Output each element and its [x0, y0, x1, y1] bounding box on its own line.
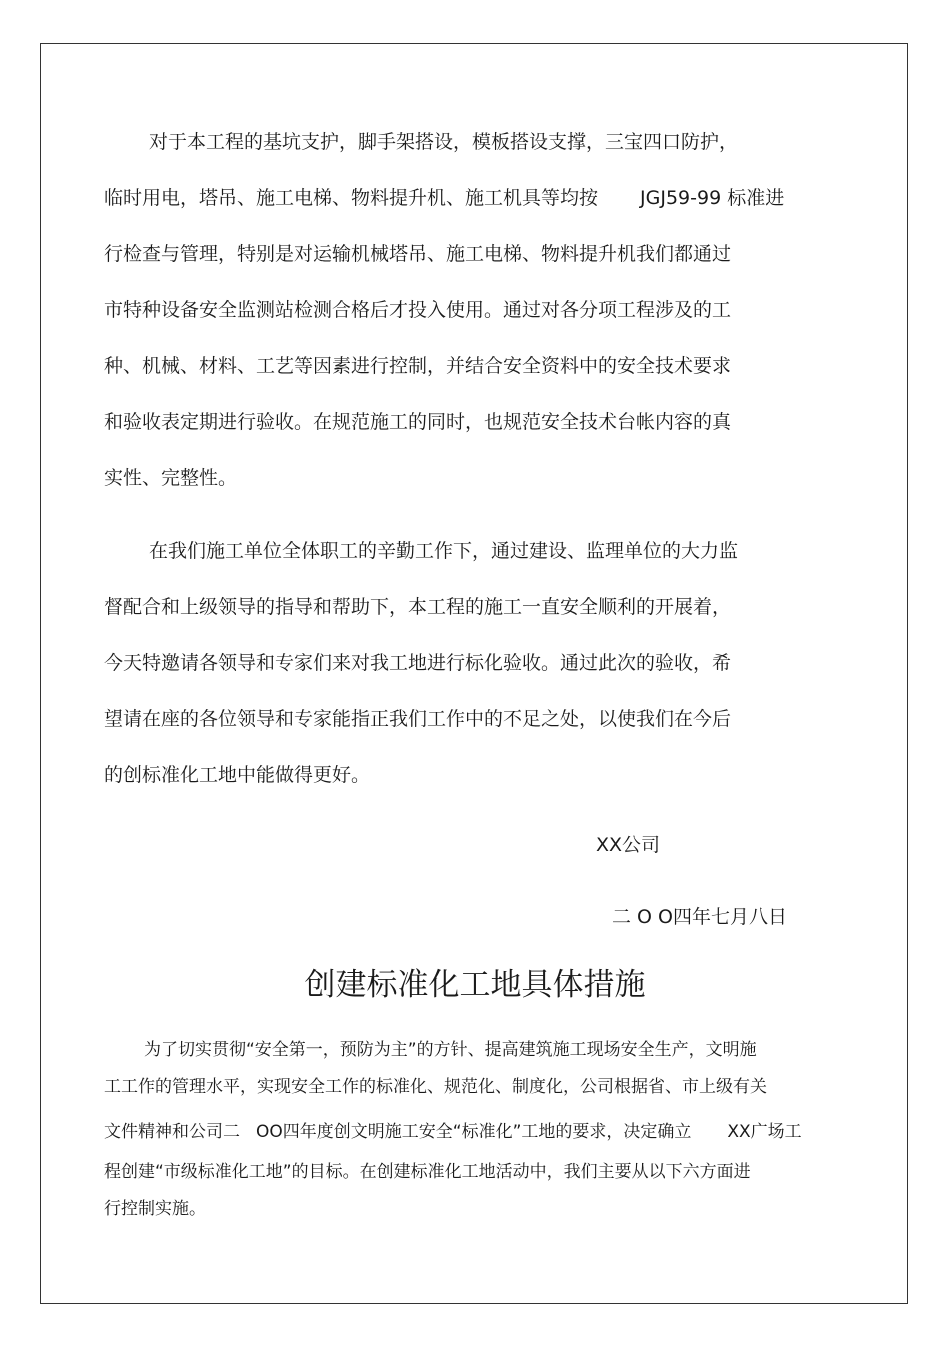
p2-line-5: 的创标准化工地中能做得更好。: [104, 764, 371, 786]
p3-line-5: 行控制实施。: [104, 1199, 206, 1219]
p3-line-3-c: XX广场工: [727, 1122, 802, 1142]
p2-line-3: 今天特邀请各领导和专家们来对我工地进行标化验收。通过此次的验收，希: [104, 652, 732, 674]
p2-line-2: 督配合和上级领导的指导和帮助下，本工程的施工一直安全顺利的开展着，: [104, 596, 732, 618]
signature-company: XX公司: [596, 834, 661, 856]
p1-line-2: [104, 189, 784, 208]
p1-line-6: 和验收表定期进行验收。在规范施工的同时，也规范安全技术台帐内容的真: [104, 411, 732, 433]
p2-line-4: 望请在座的各位领导和专家能指正我们工作中的不足之处，以使我们在今后: [104, 708, 732, 730]
p1-line-3: 行检查与管理，特别是对运输机械塔吊、施工电梯、物料提升机我们都通过: [104, 243, 732, 265]
p1-line-1: 对于本工程的基坑支护，脚手架搭设，模板搭设支撑，三宝四口防护，: [149, 131, 739, 153]
p1-line-7: 实性、完整性。: [104, 467, 238, 489]
p2-line-1: 在我们施工单位全体职工的辛勤工作下，通过建设、监理单位的大力监: [149, 540, 739, 562]
standard-code: JGJ59-99 标准进: [640, 187, 785, 209]
p1-line-5: 种、机械、材料、工艺等因素进行控制，并结合安全资料中的安全技术要求: [104, 355, 732, 377]
p3-line-3: [104, 1124, 802, 1141]
section-title: 创建标准化工地具体措施: [304, 967, 646, 1003]
p1-line-4: 市特种设备安全监测站检测合格后才投入使用。通过对各分项工程涉及的工: [104, 299, 732, 321]
p1-line-2-text: 临时用电，塔吊、施工电梯、物料提升机、施工机具等均按: [104, 187, 599, 209]
signature-date: 二 O O四年七月八日: [612, 906, 787, 928]
p3-line-3-a: 文件精神和公司二: [104, 1122, 240, 1142]
p3-line-4: 程创建“市级标准化工地”的目标。在创建标准化工地活动中，我们主要从以下六方面进: [104, 1162, 751, 1182]
p3-line-1: 为了切实贯彻“安全第一，预防为主”的方针、提高建筑施工现场安全生产，文明施: [144, 1040, 757, 1060]
p3-line-2: 工工作的管理水平，实现安全工作的标准化、规范化、制度化，公司根据省、市上级有关: [104, 1077, 767, 1097]
p3-line-3-b: OO四年度创文明施工安全“标准化”工地的要求，决定确立: [256, 1122, 692, 1142]
